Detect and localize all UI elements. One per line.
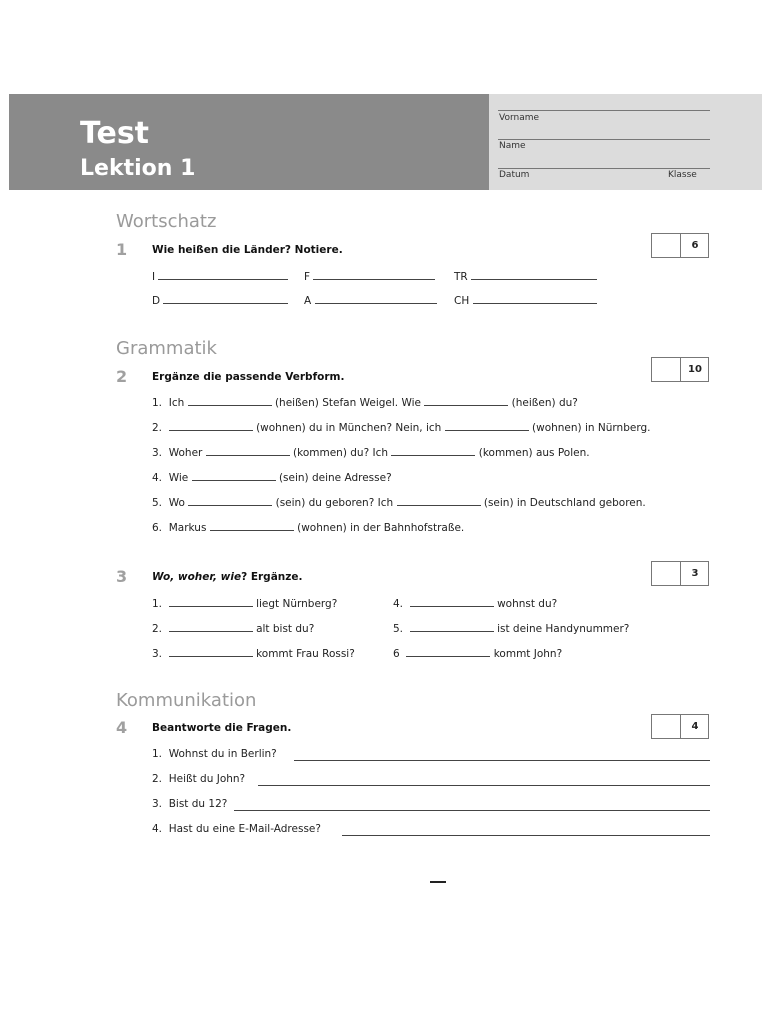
question-word-line: 6 kommt John? <box>393 648 563 660</box>
answer-blank[interactable] <box>206 446 290 456</box>
answer-blank[interactable] <box>210 521 294 531</box>
exercise-1-number: 1 <box>116 240 128 259</box>
student-info-panel <box>489 94 762 190</box>
answer-blank[interactable] <box>169 597 253 607</box>
exercise-1-instruction: Wie heißen die Länder? Notiere. <box>152 244 343 256</box>
exercise-1-score-box[interactable] <box>651 233 709 258</box>
klasse-label: Klasse <box>668 170 697 180</box>
question-line: 1. Wohnst du in Berlin? <box>152 748 277 760</box>
grammar-line: 1. Ich (heißen) Stefan Weigel. Wie (heißen) du? <box>152 397 578 409</box>
answer-blank[interactable] <box>397 496 481 506</box>
country-code: I <box>152 271 156 283</box>
exercise-4-instruction: Beantworte die Fragen. <box>152 722 292 734</box>
answer-blank[interactable] <box>188 496 272 506</box>
country-item[interactable] <box>304 270 435 283</box>
exercise-2-points: 10 <box>688 364 702 375</box>
answer-blank[interactable] <box>473 294 597 304</box>
exercise-2-number: 2 <box>116 367 128 386</box>
answer-blank[interactable] <box>424 396 508 406</box>
exercise-3-score-box[interactable] <box>651 561 709 586</box>
answer-blank[interactable] <box>169 622 253 632</box>
answer-blank[interactable] <box>410 622 494 632</box>
country-item[interactable] <box>454 270 597 283</box>
question-word-line: 4. wohnst du? <box>393 598 558 610</box>
exercise-2-instruction: Ergänze die passende Verbform. <box>152 371 345 383</box>
exercise-4-score-box[interactable] <box>651 714 709 739</box>
country-code: F <box>304 271 311 283</box>
answer-blank[interactable] <box>471 270 597 280</box>
country-item[interactable] <box>454 294 597 307</box>
exercise-2-score-box[interactable] <box>651 357 709 382</box>
vorname-line[interactable] <box>498 110 710 111</box>
answer-blank[interactable] <box>313 270 435 280</box>
section-wortschatz: Wortschatz <box>116 211 217 232</box>
country-item[interactable] <box>152 270 288 283</box>
page-footer-mark <box>430 881 446 883</box>
exercise-4-points: 4 <box>691 721 699 732</box>
answer-blank[interactable] <box>406 647 490 657</box>
datum-label: Datum <box>499 170 530 180</box>
country-code: TR <box>454 271 468 283</box>
exercise-3-instruction: Wo, woher, wie? Ergänze. <box>152 571 303 583</box>
exercise-1-points: 6 <box>691 240 699 251</box>
country-code: A <box>304 295 312 307</box>
answer-line[interactable] <box>294 760 710 761</box>
grammar-line: 2. (wohnen) du in München? Nein, ich (wohnen) in Nürnberg. <box>152 422 651 434</box>
question-word-line: 2. alt bist du? <box>152 623 315 635</box>
answer-blank[interactable] <box>163 294 288 304</box>
answer-blank[interactable] <box>410 597 494 607</box>
answer-blank[interactable] <box>158 270 288 280</box>
exercise-3-points: 3 <box>691 568 699 579</box>
vorname-label: Vorname <box>499 113 540 123</box>
question-line: 2. Heißt du John? <box>152 773 246 785</box>
answer-line[interactable] <box>258 785 710 786</box>
answer-blank[interactable] <box>169 421 253 431</box>
section-grammatik: Grammatik <box>116 338 217 359</box>
exercise-4-number: 4 <box>116 718 128 737</box>
page-subtitle: Lektion 1 <box>80 156 196 181</box>
question-word-line: 3. kommt Frau Rossi? <box>152 648 355 660</box>
grammar-line: 5. Wo (sein) du geboren? Ich (sein) in Deutschland geboren. <box>152 497 646 509</box>
country-code: D <box>152 295 161 307</box>
answer-blank[interactable] <box>169 647 253 657</box>
page-title: Test <box>80 116 150 151</box>
answer-line[interactable] <box>342 835 710 836</box>
answer-blank[interactable] <box>192 471 276 481</box>
name-line[interactable] <box>498 139 710 140</box>
answer-line[interactable] <box>234 810 710 811</box>
question-line: 4. Hast du eine E-Mail-Adresse? <box>152 823 321 835</box>
exercise-3-number: 3 <box>116 567 128 586</box>
answer-blank[interactable] <box>188 396 272 406</box>
answer-blank[interactable] <box>315 294 437 304</box>
grammar-line: 3. Woher (kommen) du? Ich (kommen) aus Polen. <box>152 447 590 459</box>
answer-blank[interactable] <box>391 446 475 456</box>
country-code: CH <box>454 295 470 307</box>
grammar-line: 4. Wie (sein) deine Adresse? <box>152 472 392 484</box>
question-word-line: 1. liegt Nürnberg? <box>152 598 338 610</box>
section-kommunikation: Kommunikation <box>116 690 257 711</box>
question-word-line: 5. ist deine Handynummer? <box>393 623 630 635</box>
name-label: Name <box>499 141 526 151</box>
country-item[interactable] <box>304 294 437 307</box>
datum-line[interactable] <box>498 168 710 169</box>
grammar-line: 6. Markus (wohnen) in der Bahnhofstraße. <box>152 522 465 534</box>
question-line: 3. Bist du 12? <box>152 798 228 810</box>
answer-blank[interactable] <box>445 421 529 431</box>
country-item[interactable] <box>152 294 288 307</box>
